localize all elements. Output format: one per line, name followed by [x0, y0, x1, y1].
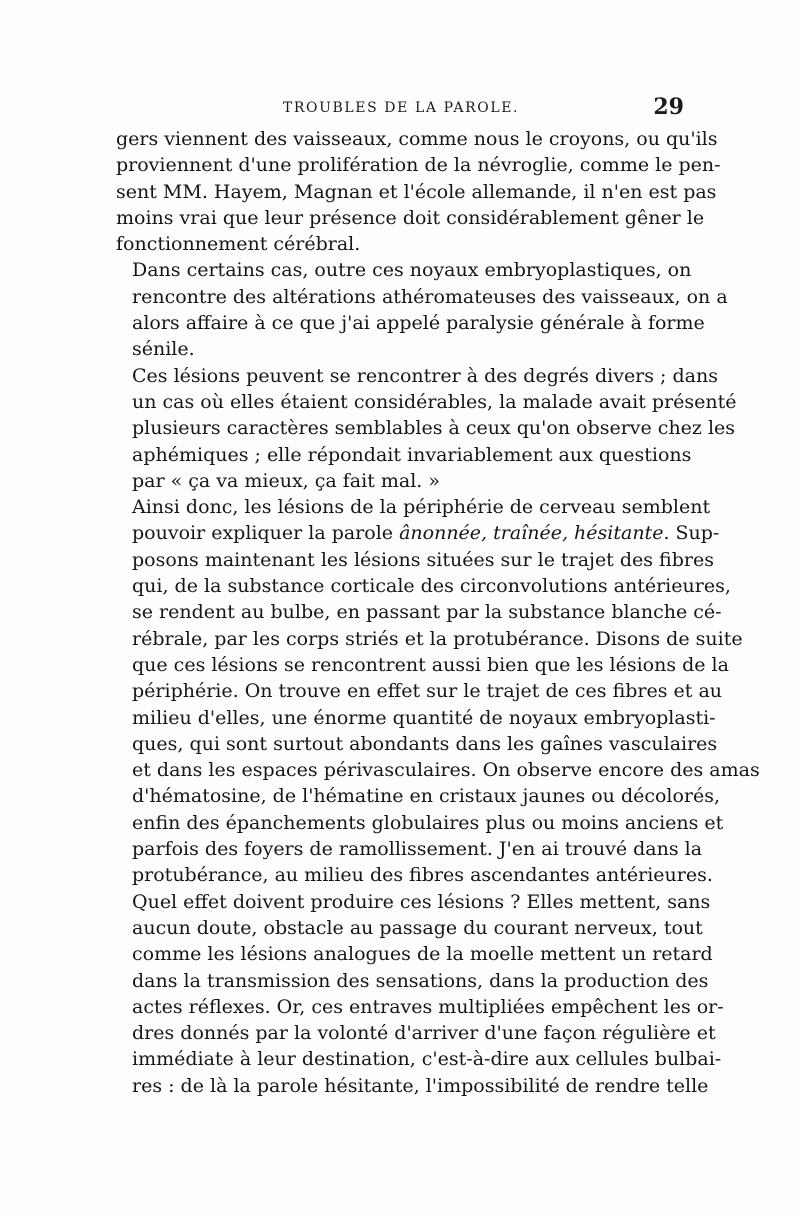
- text-line: que ces lésions se rencontrent aussi bien que les lésions de la: [132, 653, 729, 676]
- text-line: qui, de la substance corticale des circonvolutions antérieures,: [132, 575, 731, 598]
- text-line: ques, qui sont surtout abondants dans les gaînes vasculaires: [132, 732, 718, 755]
- paragraph: [116, 494, 760, 888]
- text-line: moins vrai que leur présence doit considérablement gêner le: [116, 206, 705, 229]
- text-line: et dans les espaces périvasculaires. On observe encore des amas: [132, 759, 760, 782]
- text-line: sent MM. Hayem, Magnan et l'école allemande, il n'en est pas: [116, 180, 717, 203]
- text-line: rébrale, par les corps striés et la protubérance. Disons de suite: [132, 627, 743, 650]
- emphasis: ânonnée, traînée, hésitante: [399, 522, 664, 545]
- text-line: dans la transmission des sensations, dans la production des: [132, 969, 709, 992]
- text-line: par « ça va mieux, ça fait mal. »: [132, 469, 440, 492]
- text-line: sénile.: [132, 338, 195, 361]
- paragraph: [116, 257, 728, 362]
- text-line: dres donnés par la volonté d'arriver d'une façon régulière et: [132, 1022, 716, 1045]
- text-line: fonctionnement cérébral.: [116, 233, 361, 256]
- text-line: alors affaire à ce que j'ai appelé paralysie générale à forme: [132, 312, 705, 335]
- text-line: immédiate à leur destination, c'est-à-dire aux cellules bulbai-: [132, 1048, 722, 1071]
- text-line: aphémiques ; elle répondait invariablement aux questions: [132, 443, 692, 466]
- text-line: posons maintenant les lésions situées sur le trajet des fibres: [132, 548, 714, 571]
- text-line: rencontre des altérations athéromateuses des vaisseaux, on a: [132, 285, 728, 308]
- running-head: [116, 96, 686, 120]
- text-line: parfois des foyers de ramollissement. J'en ai trouvé dans la: [132, 838, 703, 861]
- text-line: pouvoir expliquer la parole ânonnée, traînée, hésitante. Sup-: [132, 522, 720, 545]
- text-line: Ces lésions peuvent se rencontrer à des degrés divers ; dans: [132, 364, 718, 387]
- text-line: d'hématosine, de l'hématine en cristaux jaunes ou décolorés,: [132, 785, 721, 808]
- text-line: comme les lésions analogues de la moelle mettent un retard: [132, 943, 713, 966]
- text-line: actes réflexes. Or, ces entraves multipliées empêchent les or-: [132, 995, 724, 1018]
- text-line: Dans certains cas, outre ces noyaux embryoplastiques, on: [132, 259, 692, 282]
- text-line: protubérance, au milieu des fibres ascendantes antérieures.: [132, 864, 713, 887]
- text-line: plusieurs caractères semblables à ceux qu'on observe chez les: [132, 417, 736, 440]
- paragraph: [116, 363, 737, 494]
- running-title: TROUBLES DE LA PAROLE.: [282, 100, 520, 116]
- text-line: périphérie. On trouve en effet sur le trajet de ces fibres et au: [132, 680, 723, 703]
- paragraph: [116, 126, 721, 257]
- text-line: milieu d'elles, une énorme quantité de noyaux embryoplasti-: [132, 706, 716, 729]
- text-line: enfin des épanchements globulaires plus ou moins anciens et: [132, 811, 724, 834]
- page-number: 29: [653, 94, 684, 120]
- paragraph: [116, 889, 724, 1099]
- text-line: res : de là la parole hésitante, l'impossibilité de rendre telle: [132, 1074, 709, 1097]
- text-line: aucun doute, obstacle au passage du courant nerveux, tout: [132, 916, 703, 939]
- text-line: proviennent d'une prolifération de la névroglie, comme le pen-: [116, 154, 721, 177]
- body-text: [116, 126, 760, 1099]
- text-line: Ainsi donc, les lésions de la périphérie de cerveau semblent: [132, 496, 711, 519]
- text-line: Quel effet doivent produire ces lésions ? Elles mettent, sans: [132, 890, 711, 913]
- text-line: un cas où elles étaient considérables, la malade avait présenté: [132, 390, 737, 413]
- text-line: se rendent au bulbe, en passant par la substance blanche cé-: [132, 601, 722, 624]
- text-line: gers viennent des vaisseaux, comme nous le croyons, ou qu'ils: [116, 128, 718, 150]
